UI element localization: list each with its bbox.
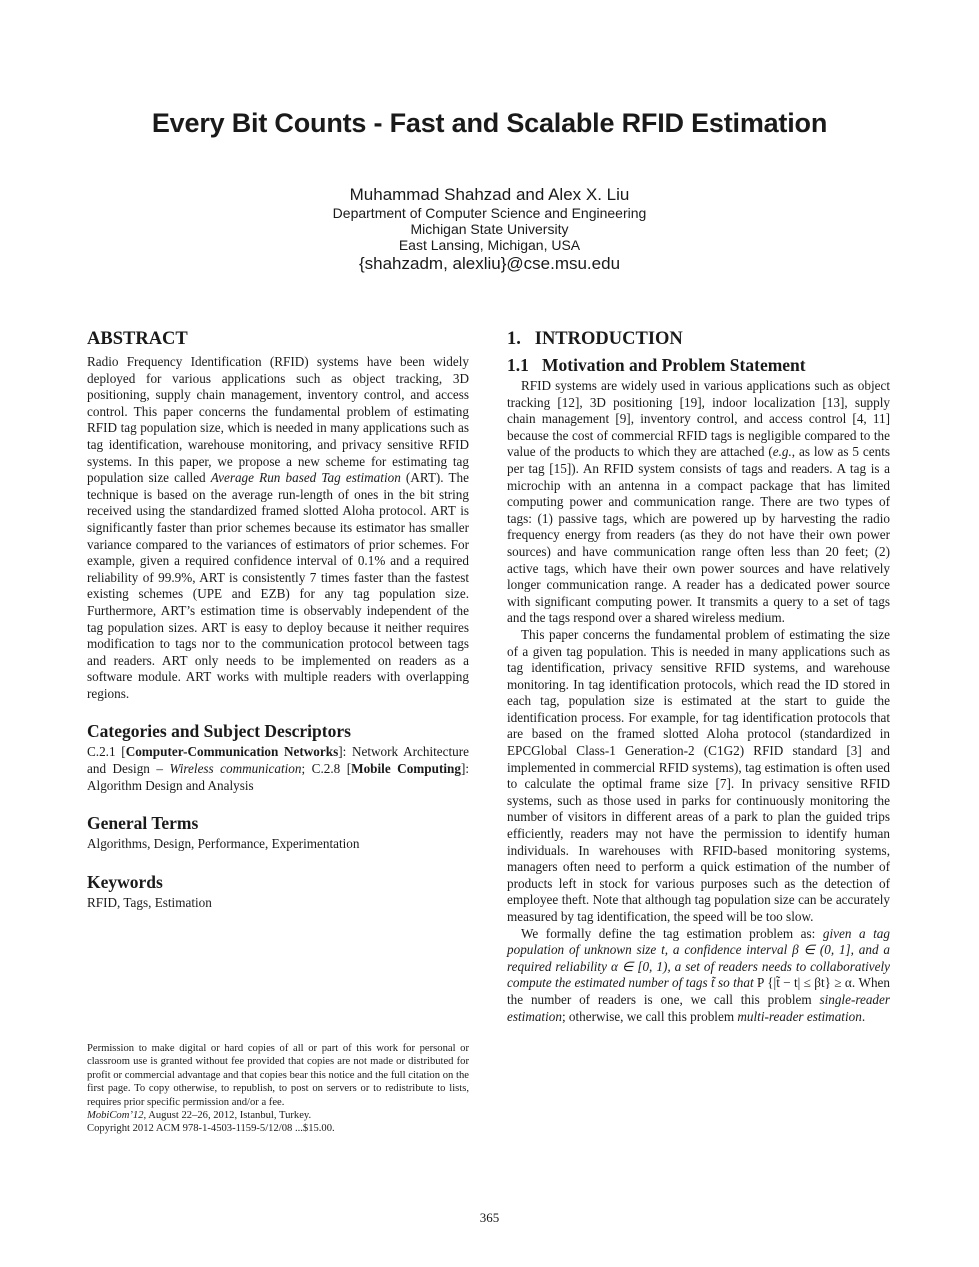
- abstract-text-rest: (ART). The technique is based on the average run-length of ones in the bit string received using the standardized framed slotted Aloha protocol. ART is significantly faster than prior schemes because its estimator has smaller variance compared to the variances of estimators of prior schemes. For example, given a required confidence interval of 0.1% and a required reliability of 99.9%, ART is consistently 7 times faster than the fastest existing schemes (UPE and EZB) for any tag population size. Furthermore, ART’s estimation time is observably independent of the tag population sizes. ART is easy to deploy because it neither requires modification to tags nor to the communication protocol between tags and readers. ART only needs to be implemented on readers as a software module. ART works with multiple readers with overlapping regions.: [87, 470, 469, 701]
- introduction-heading: 1. INTRODUCTION: [507, 329, 683, 349]
- intro-paragraph-3: [507, 926, 890, 1026]
- categories-text: [87, 744, 469, 794]
- author-names: Muhammad Shahzad and Alex X. Liu: [349, 185, 630, 204]
- keywords-heading: Keywords: [87, 871, 163, 892]
- intro-eg: e.g.: [772, 444, 792, 460]
- cat-italic: Wireless communication: [169, 761, 302, 777]
- cat-part: ; C.2.8 [: [301, 761, 352, 777]
- intro-p3-text-2: . When the number of readers is one, we call this problem: [507, 975, 891, 1007]
- intro-p3-end: .: [861, 1008, 866, 1024]
- intro-paragraph-1: [507, 378, 890, 627]
- intro-p3-text-3: ; otherwise, we call this problem: [561, 1008, 738, 1024]
- cat-part: C.2.1 [: [87, 744, 126, 760]
- abstract-heading: ABSTRACT: [87, 329, 188, 349]
- general-terms-text: Algorithms, Design, Performance, Experimentation: [87, 836, 360, 852]
- paper-title: Every Bit Counts - Fast and Scalable RFID Estimation: [151, 108, 828, 138]
- abstract-text-part: Radio Frequency Identification (RFID) systems have been widely deployed for various applications such as object tracking, 3D positioning, supply chain management, inventory control, and access control. This paper concerns the fundamental problem of estimating RFID tag population size, which is needed in many applications such as tag identification, warehouse monitoring, and privacy sensitive RFID systems. In this paper, we propose a new scheme for estimating tag population size called: [87, 354, 469, 486]
- author-university: Michigan State University: [410, 221, 569, 237]
- author-location: East Lansing, Michigan, USA: [398, 237, 581, 253]
- right-column: [507, 328, 890, 1025]
- intro-p1-rest: , as low as 5 cents per tag [15]). An RFID system consists of tags and readers. A tag is a microchip with an antenna in a compact package that has limited computing power and communication range. There are two types of tags: (1) passive tags, which are powered up by harvesting the radio frequency energy from readers (as they do not have their own power sources) and have communication range often less than 20 feet; (2) active tags, which have their own power sources and have relatively longer communication range. A reader has a dedicated power source with significant computing power. It transmits a query to a set of tags and the tags respond over a shared wireless medium.: [507, 444, 890, 626]
- categories-heading: Categories and Subject Descriptors: [87, 721, 351, 742]
- cat-bold-1: Computer-Communication Networks: [125, 744, 339, 760]
- keywords-text: RFID, Tags, Estimation: [87, 894, 212, 910]
- intro-paragraph-2: This paper concerns the fundamental problem of estimating the size of a given tag population. This is needed in many applications such as tag identification, privacy sensitive RFID systems, and warehouse monitoring. In tag identification protocols, which read the ID stored in each tag, population size is estimated at the start to guide the identification process. For example, for tag identification protocols that are based on the framed slotted Aloha protocol (standardized in EPCGlobal Class-1 Generation-2 (C1G2) RFID standard [3] and implemented in commercial RFID systems), tag estimation is often used to calculate the optimal frame size [7]. In privacy sensitive RFID systems, such as those used in parks for continuously monitoring the number of visitors in different areas of a park to plan the guided trips efficiently, readers may not have the permission to identify human individuals. In warehouses with RFID-based monitoring systems, managers often need to perform a quick estimation of the number of products left in stock for various purposes such as the detection of employee theft. Note that although tag population size can be accurately measured by tag identification, the speed will be too slow.: [507, 626, 890, 924]
- permission-notice: [87, 1042, 469, 1136]
- intro-p3-text: We formally define the tag estimation problem as:: [521, 925, 823, 941]
- page-number: 365: [479, 1210, 500, 1225]
- intro-p1-text: RFID systems are widely used in various applications such as object tracking [12], 3D positioning [19], indoor localization [13], supply chain management [9], inventory control, and access control [4, 11] because the cost of commercial RFID tags is negligible compared to the value of the products to which they are attached (: [507, 378, 890, 460]
- general-terms-heading: General Terms: [87, 813, 199, 834]
- venue-line: [87, 1109, 469, 1122]
- author-department: Department of Computer Science and Engineering: [332, 205, 647, 221]
- cat-part: ]: Network Architecture and Design –: [87, 744, 470, 777]
- cat-bold-2: Mobile Computing: [351, 761, 461, 777]
- author-email: {shahzadm, alexliu}@cse.msu.edu: [358, 254, 621, 273]
- probability-formula: P {|t̃ − t| ≤ βt} ≥ α: [757, 975, 852, 991]
- venue-name: MobiCom’12,: [87, 1110, 147, 1122]
- single-reader-term: single-reader estimation: [507, 991, 890, 1024]
- permission-text: Permission to make digital or hard copies of all or part of this work for personal or classroom use is granted without fee provided that copies are not made or distributed for profit or commercial advantage and that copies bear this notice and the full citation on the first page. To copy otherwise, to republish, to post on servers or to redistribute to lists, requires prior specific permission and/or a fee.: [87, 1043, 469, 1108]
- copyright-line: Copyright 2012 ACM 978-1-4503-1159-5/12/08 ...$15.00.: [87, 1123, 335, 1135]
- multi-reader-term: multi-reader estimation: [737, 1008, 862, 1024]
- abstract-text: [87, 354, 469, 702]
- cat-part: ]: Algorithm Design and Analysis: [87, 761, 469, 793]
- motivation-subheading: 1.1 Motivation and Problem Statement: [507, 355, 806, 375]
- left-column: [87, 328, 469, 911]
- abstract-italic-term: Average Run based Tag estimation: [210, 470, 401, 486]
- author-block: [60, 185, 919, 274]
- problem-definition: given a tag population of unknown size t, a confidence interval β ∈ (0, 1], and a required reliability α ∈ [0, 1), a set of readers needs to collaboratively compute the estimated number of tags t̃ so that: [507, 925, 890, 991]
- venue-details: August 22–26, 2012, Istanbul, Turkey.: [146, 1110, 312, 1122]
